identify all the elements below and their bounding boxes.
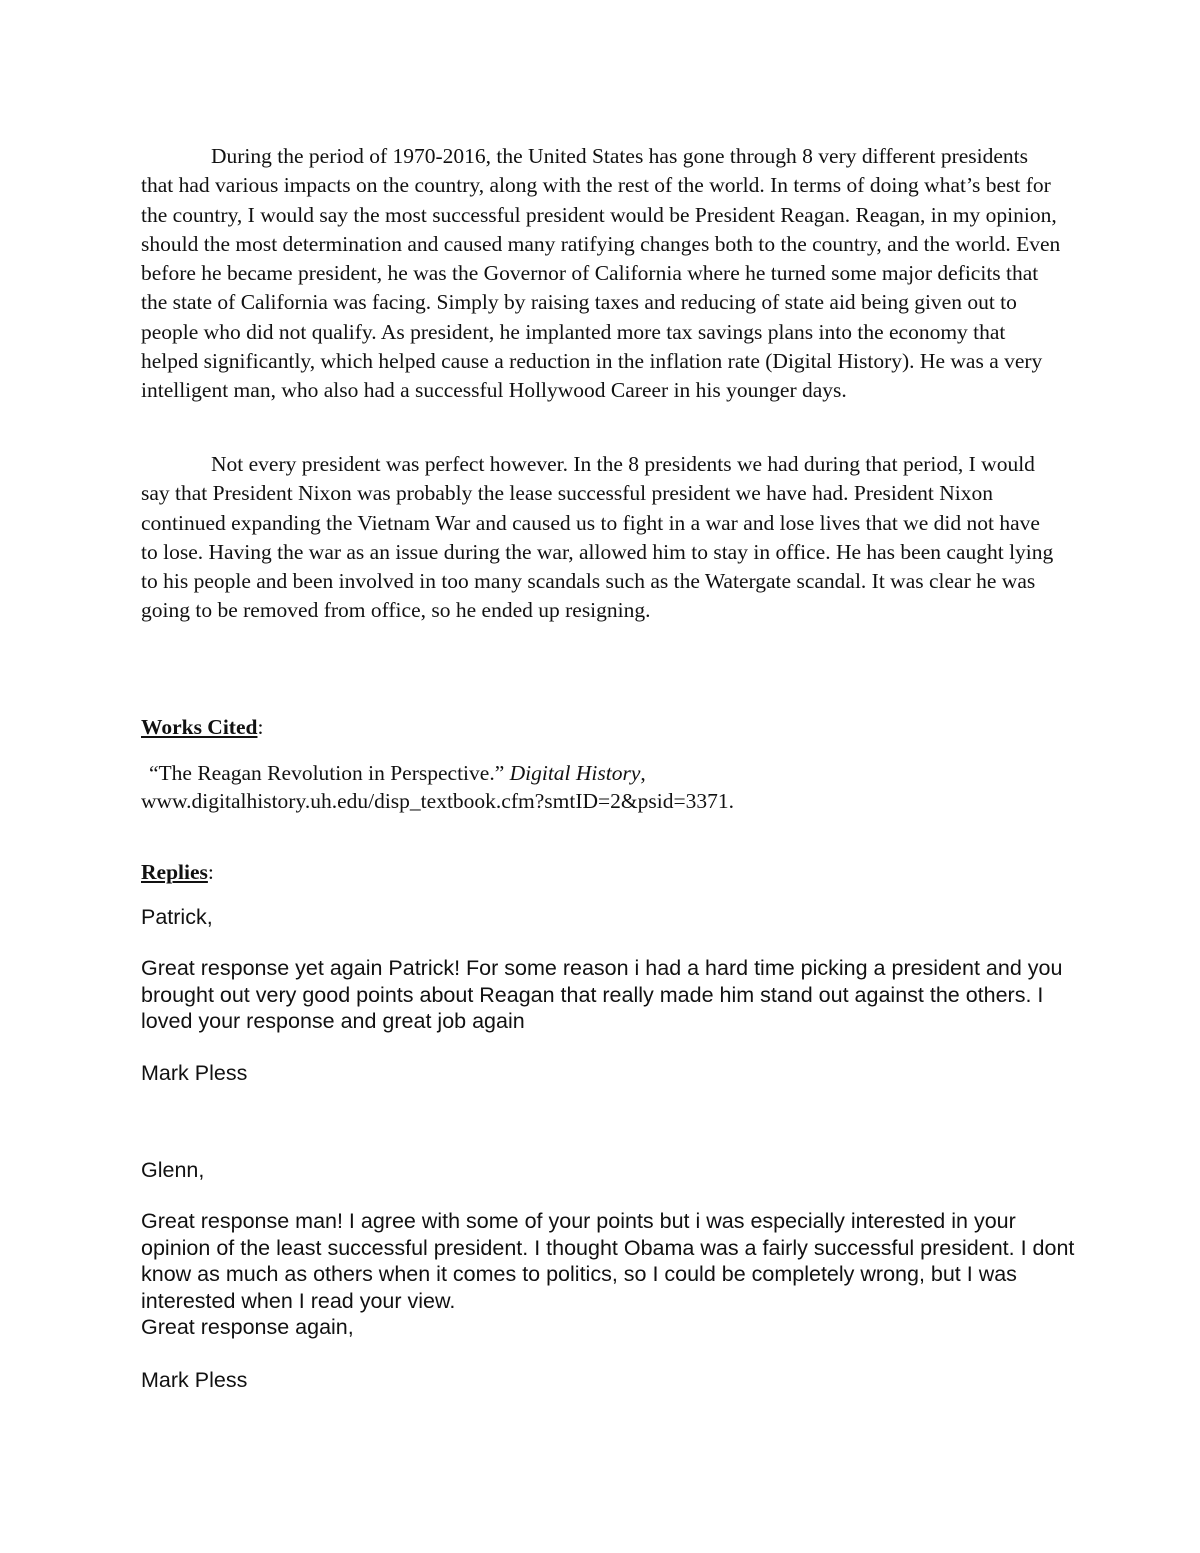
essay-paragraph: During the period of 1970-2016, the United States has gone through 8 very different presidents that had various impacts on the country, along with the rest of the world. In terms of doing what’s best for the country, I would say the most successful president would be President Reagan. Reagan, in my opinion, should the most determination and caused many ratifying changes both to the country, and the world. Even before he became president, he was the Governor of California where he turned some major deficits that the state of California was facing. Simply by raising taxes and reducing of state aid being given out to people who did not qualify. As president, he implanted more tax savings plans into the economy that helped significantly, which helped cause a reduction in the inflation rate (Digital History). He was a very intelligent man, who also had a successful Hollywood Career in his younger days.: [141, 144, 1061, 403]
citation-url: www.digitalhistory.uh.edu/disp_textbook.cfm?smtID=2&psid=3371.: [141, 789, 734, 813]
citation-comma: ,: [640, 761, 646, 785]
reply-1-signature: Mark Pless: [141, 1061, 248, 1085]
works-cited-heading-colon: :: [257, 715, 264, 739]
reply-2-signature: Mark Pless: [141, 1368, 248, 1392]
reply-2-body: Great response man! I agree with some of your points but i was especially interested in your opinion of the least successful president. I thought Obama was a fairly successful president. I dont know as much as others when it comes to politics, so I could be completely wrong, but I was interested when I read your view.: [141, 1209, 1075, 1313]
essay-paragraph-1-block: [141, 142, 1061, 406]
reply-2-closing: Great response again,: [141, 1315, 354, 1339]
reply-1-greeting: Patrick,: [141, 905, 213, 929]
replies-heading: [141, 858, 214, 887]
reply-1-body: Great response yet again Patrick! For some reason i had a hard time picking a president and you brought out very good points about Reagan that really made him stand out against the others. I loved your response and great job again: [141, 956, 1063, 1033]
works-cited-heading: [141, 713, 263, 742]
essay-paragraph-2-block: [141, 450, 1061, 626]
essay-paragraph: Not every president was perfect however. In the 8 presidents we had during that period, I would say that President Nixon was probably the lease successful president we have had. President Nixon continued expanding the Vietnam War and caused us to fight in a war and lose lives that we did not have to lose. Having the war as an issue during the war, allowed him to stay in office. He has been caught lying to his people and been involved in too many scandals such as the Watergate scandal. It was clear he was going to be removed from office, so he ended up resigning.: [141, 452, 1054, 623]
replies-heading-text: Replies: [141, 860, 208, 884]
works-cited-heading-text: Works Cited: [141, 715, 258, 739]
citation-title: “The Reagan Revolution in Perspective.”: [149, 761, 505, 785]
reply-2-greeting: Glenn,: [141, 1158, 205, 1182]
citation-line-1: [141, 759, 1061, 787]
citation-entry: [141, 759, 1061, 815]
citation-source: Digital History: [509, 761, 641, 785]
replies-heading-colon: :: [207, 860, 214, 884]
